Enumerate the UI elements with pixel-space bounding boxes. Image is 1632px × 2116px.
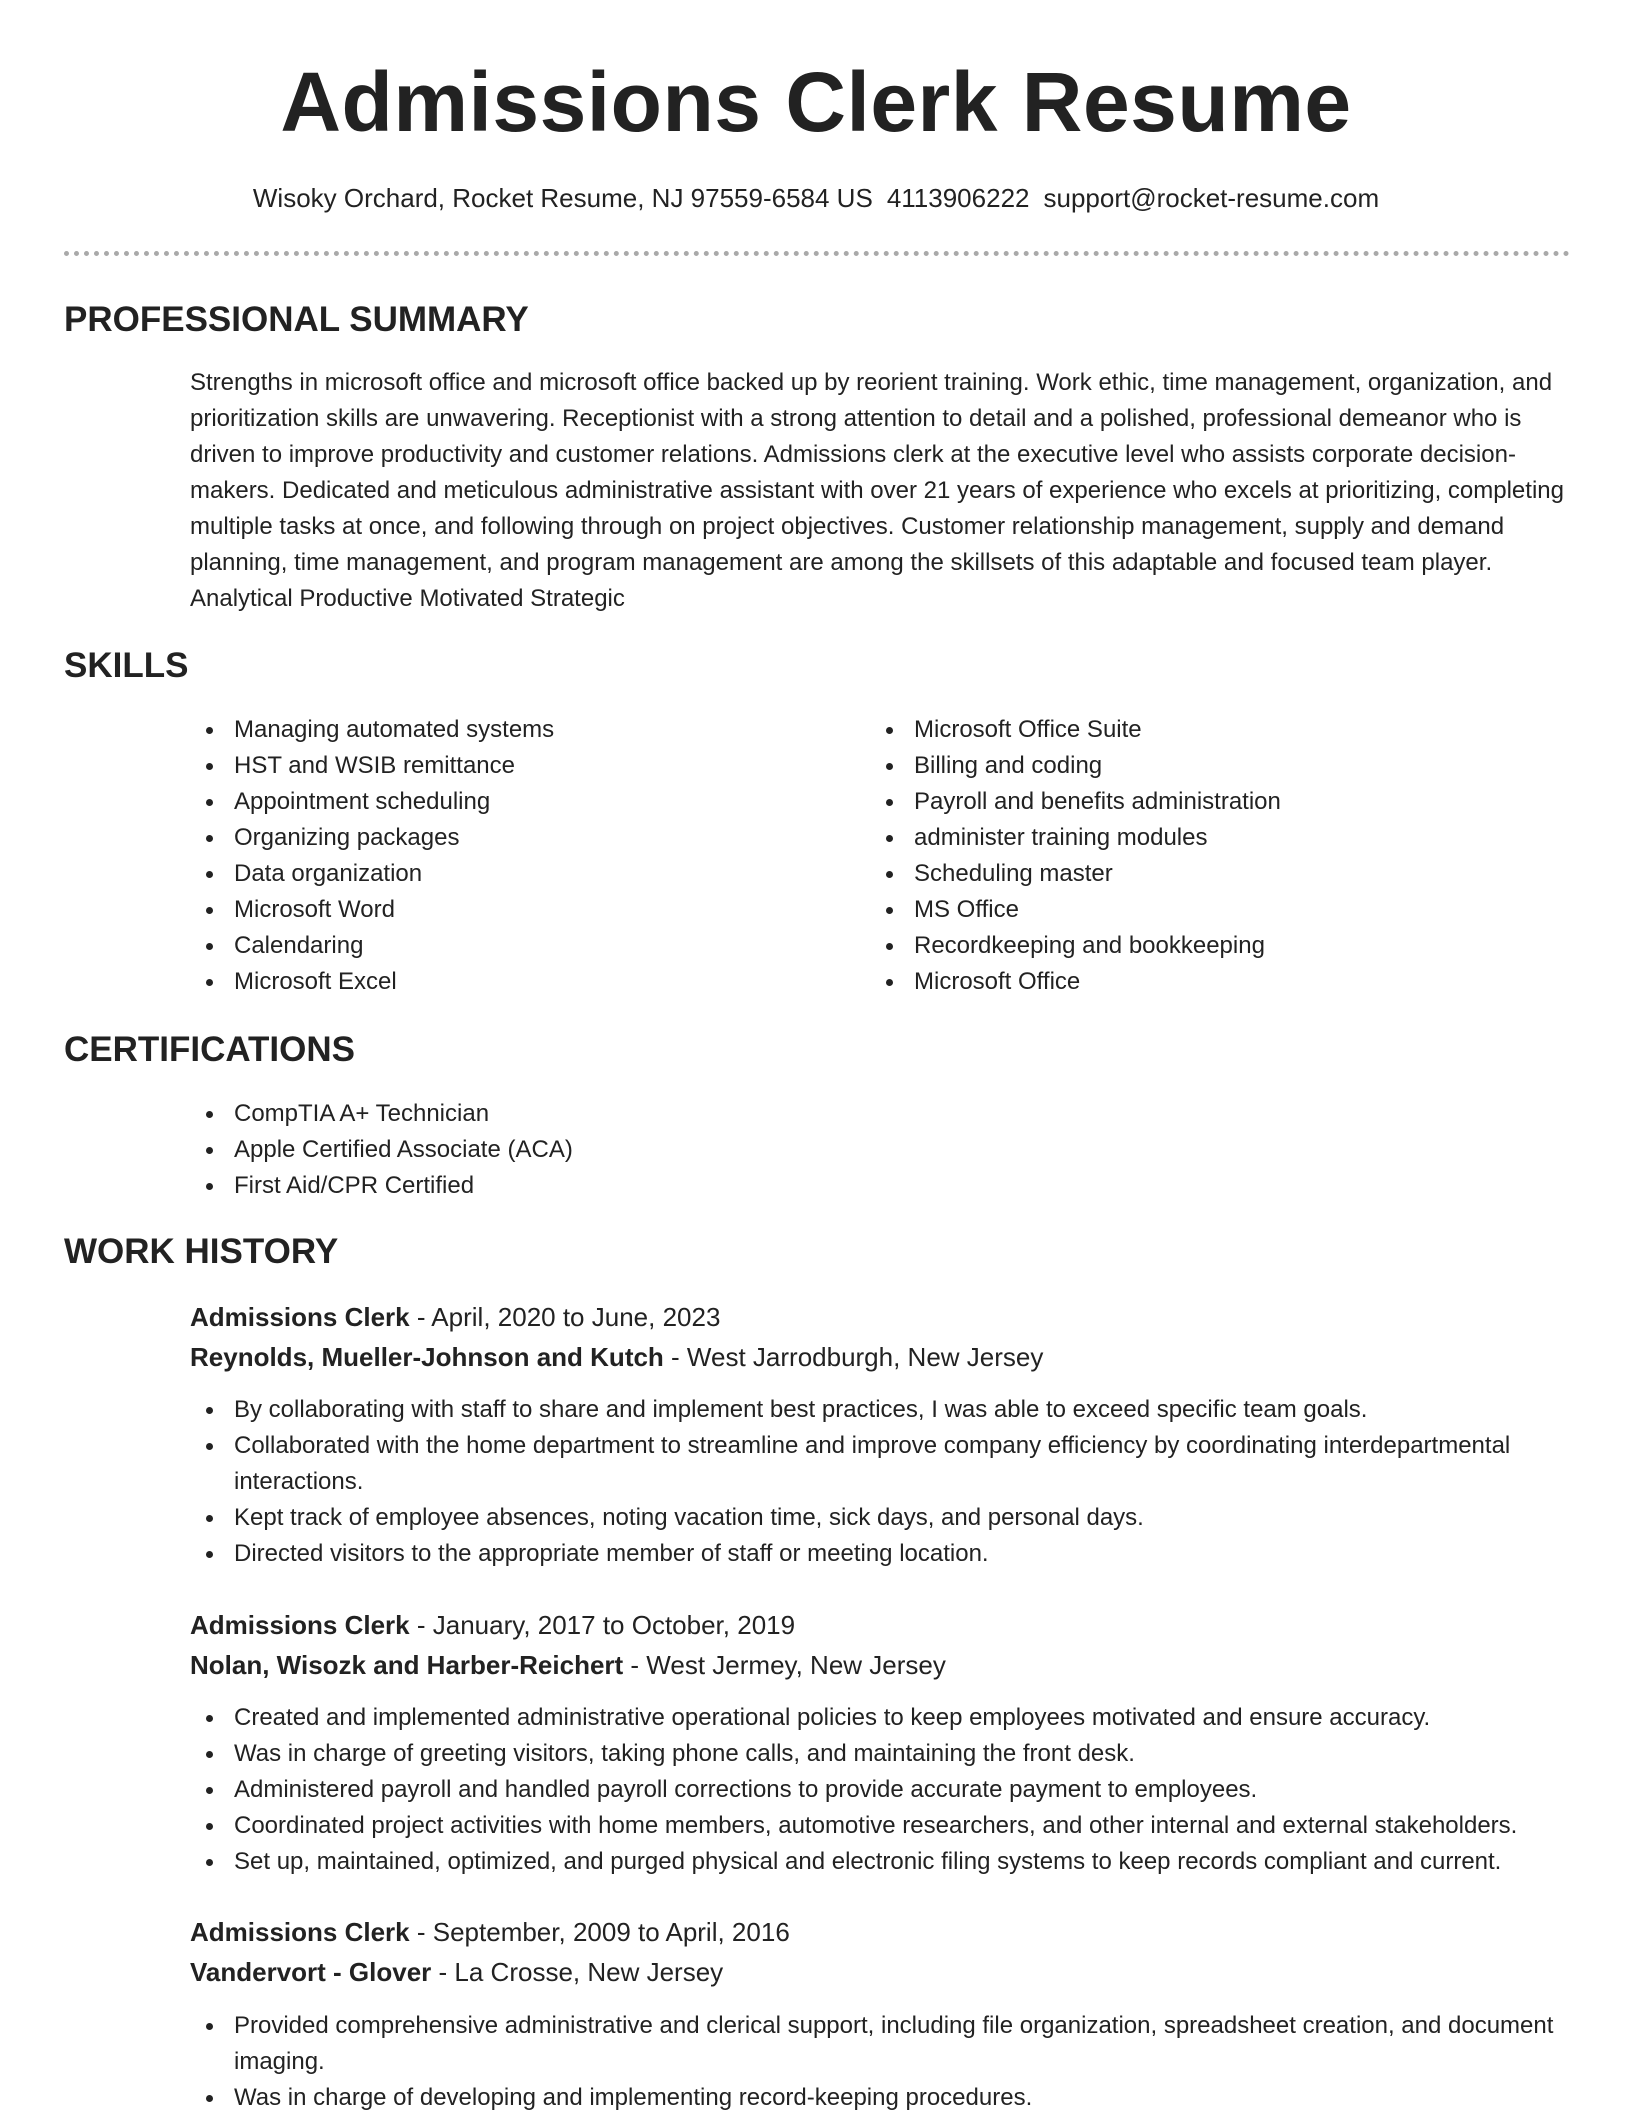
job-company: Vandervort - Glover (190, 1957, 432, 1987)
skill-item: Data organization (190, 856, 830, 892)
job-bullets (190, 1700, 1580, 1880)
job-title-line (190, 1914, 790, 1950)
skill-item: Managing automated systems (190, 712, 830, 748)
job-company-line (190, 1339, 1043, 1375)
job-title-line (190, 1607, 795, 1643)
job-bullet: Administered payroll and handled payroll corrections to provide accurate payment to employees. (190, 1772, 1580, 1808)
job-bullet: Kept track of employee absences, noting vacation time, sick days, and personal days. (190, 1500, 1580, 1536)
skill-item: Calendaring (190, 928, 830, 964)
skill-item: Organizing packages (190, 820, 830, 856)
job-location: - La Crosse, New Jersey (431, 1957, 724, 1987)
job-company-line (190, 1954, 723, 1990)
job-bullet: Collaborated with the home department to streamline and improve company efficiency by coordinating interdepartmental interactions. (190, 1428, 1580, 1500)
skill-item: HST and WSIB remittance (190, 748, 830, 784)
job-bullet: Set up, maintained, optimized, and purged physical and electronic filing systems to keep records compliant and current. (190, 1844, 1580, 1880)
job-title-line (190, 1299, 720, 1335)
skill-item: Microsoft Word (190, 892, 830, 928)
skill-item: administer training modules (870, 820, 1570, 856)
job-bullet: Created and implemented administrative operational policies to keep employees motivated and ensure accuracy. (190, 1700, 1580, 1736)
skill-item: Payroll and benefits administration (870, 784, 1570, 820)
contact-phone: 4113906222 (886, 183, 1030, 213)
job-bullets (190, 1392, 1580, 1572)
skill-item: Billing and coding (870, 748, 1570, 784)
certification-item: CompTIA A+ Technician (190, 1096, 1570, 1132)
skill-item: MS Office (870, 892, 1570, 928)
job-company: Reynolds, Mueller-Johnson and Kutch (190, 1342, 664, 1372)
job-company: Nolan, Wisozk and Harber-Reichert (190, 1650, 624, 1680)
skills-heading: SKILLS (64, 646, 189, 685)
contact-address: Wisoky Orchard, Rocket Resume, NJ 97559-6584 US (252, 183, 873, 213)
skill-item: Microsoft Office (870, 964, 1570, 1000)
certifications-list (190, 1096, 1570, 1204)
skill-item: Scheduling master (870, 856, 1570, 892)
job-bullet: Was in charge of developing and implementing record-keeping procedures. (190, 2080, 1580, 2116)
job-bullet: Coordinated project activities with home members, automotive researchers, and other internal and external stakeholders. (190, 1808, 1580, 1844)
job-dates: - September, 2009 to April, 2016 (409, 1917, 790, 1947)
certification-item: First Aid/CPR Certified (190, 1168, 1570, 1204)
contact-line (0, 180, 1632, 216)
certification-item: Apple Certified Associate (ACA) (190, 1132, 1570, 1168)
job-bullet: By collaborating with staff to share and implement best practices, I was able to exceed specific team goals. (190, 1392, 1580, 1428)
certifications-heading: CERTIFICATIONS (64, 1030, 356, 1069)
skills-list-right (870, 712, 1570, 1000)
job-location: - West Jarrodburgh, New Jersey (663, 1342, 1044, 1372)
skill-item: Recordkeeping and bookkeeping (870, 928, 1570, 964)
job-bullet: Was in charge of greeting visitors, taking phone calls, and maintaining the front desk. (190, 1736, 1580, 1772)
skill-item: Microsoft Office Suite (870, 712, 1570, 748)
job-title: Admissions Clerk (190, 1917, 410, 1947)
resume-title: Admissions Clerk Resume (280, 55, 1352, 149)
job-title: Admissions Clerk (190, 1302, 410, 1332)
job-dates: - January, 2017 to October, 2019 (409, 1610, 796, 1640)
summary-text: Strengths in microsoft office and microsoft office backed up by reorient training. Work ethic, time management, organization, and prioritization skills are unwavering. Receptionist with a strong attention to detail and a polished, professional demeanor who is driven to improve productivity and customer relations. Admissions clerk at the executive level who assists corporate decision-makers. Dedicated and meticulous administrative assistant with over 21 years of experience who excels at prioritizing, completing multiple tasks at once, and following through on project objectives. Customer relationship management, supply and demand planning, time management, and program management are among the skillsets of this adaptable and focused team player. Analytical Productive Motivated Strategic (190, 369, 1564, 612)
skills-list-left (190, 712, 830, 1000)
skill-item: Appointment scheduling (190, 784, 830, 820)
job-location: - West Jermey, New Jersey (623, 1650, 946, 1680)
job-dates: - April, 2020 to June, 2023 (409, 1302, 721, 1332)
job-bullet: Directed visitors to the appropriate member of staff or meeting location. (190, 1536, 1580, 1572)
job-bullet: Provided comprehensive administrative and clerical support, including file organization, spreadsheet creation, and document imaging. (190, 2008, 1580, 2080)
job-title: Admissions Clerk (190, 1610, 410, 1640)
job-company-line (190, 1647, 946, 1683)
job-bullets (190, 2008, 1580, 2116)
header-divider (64, 251, 1570, 256)
work-history-heading: WORK HISTORY (64, 1232, 339, 1271)
skill-item: Microsoft Excel (190, 964, 830, 1000)
summary-heading: PROFESSIONAL SUMMARY (64, 300, 529, 339)
contact-email: support@rocket-resume.com (1043, 183, 1380, 213)
